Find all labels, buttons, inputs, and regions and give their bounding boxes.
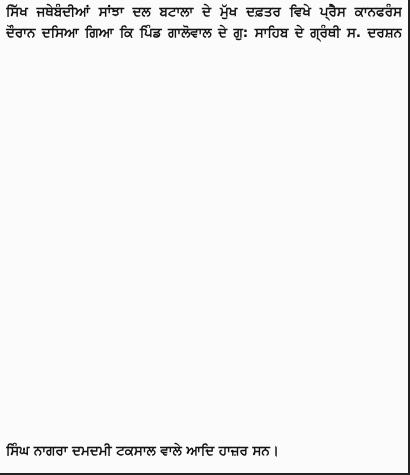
article-line: ਦੌਰਾਨ ਦਸਿਆ ਗਿਆ ਕਿ ਪਿੰਡ ਗਾਲੋਵਾਲ ਦੇ ਗੁ: ਸਾਹਿਬ ਦੇ ਗ੍ਰੰਥੀ ਸ. ਦਰਸ਼ਨ (6, 25, 402, 41)
article-line (6, 337, 402, 358)
article-line (6, 379, 402, 400)
article-line (6, 400, 402, 421)
article-line (6, 316, 402, 337)
article-line (6, 233, 402, 254)
article-line (6, 87, 402, 108)
article-line (6, 191, 402, 212)
article-line (6, 212, 402, 233)
article-line (6, 358, 402, 379)
article-line (6, 128, 402, 149)
article-line (6, 66, 402, 87)
article-line: ਸਿੱਖ ਜਥੇਬੰਦੀਆਂ ਸਾਂਝਾ ਦਲ ਬਟਾਲਾ ਦੇ ਮੁੱਖ ਦਫ਼ਤਰ ਵਿਖੇ ਪ੍ਰੈਸ ਕਾਨਫਰੰਸ (6, 5, 402, 20)
article-body (6, 3, 402, 471)
article-line (6, 170, 402, 191)
article-line (6, 149, 402, 170)
article-line (6, 295, 402, 316)
article-line (6, 45, 402, 66)
article-line (6, 421, 402, 442)
article-line: ਸਿੰਘ ਨਾਗਰਾ ਦਮਦਮੀ ਟਕਸਾਲ ਵਾਲੇ ਆਦਿ ਹਾਜ਼ਰ ਸਨ। (6, 443, 279, 459)
article-line (6, 254, 402, 275)
article-line (6, 275, 402, 296)
article-line (6, 107, 402, 128)
